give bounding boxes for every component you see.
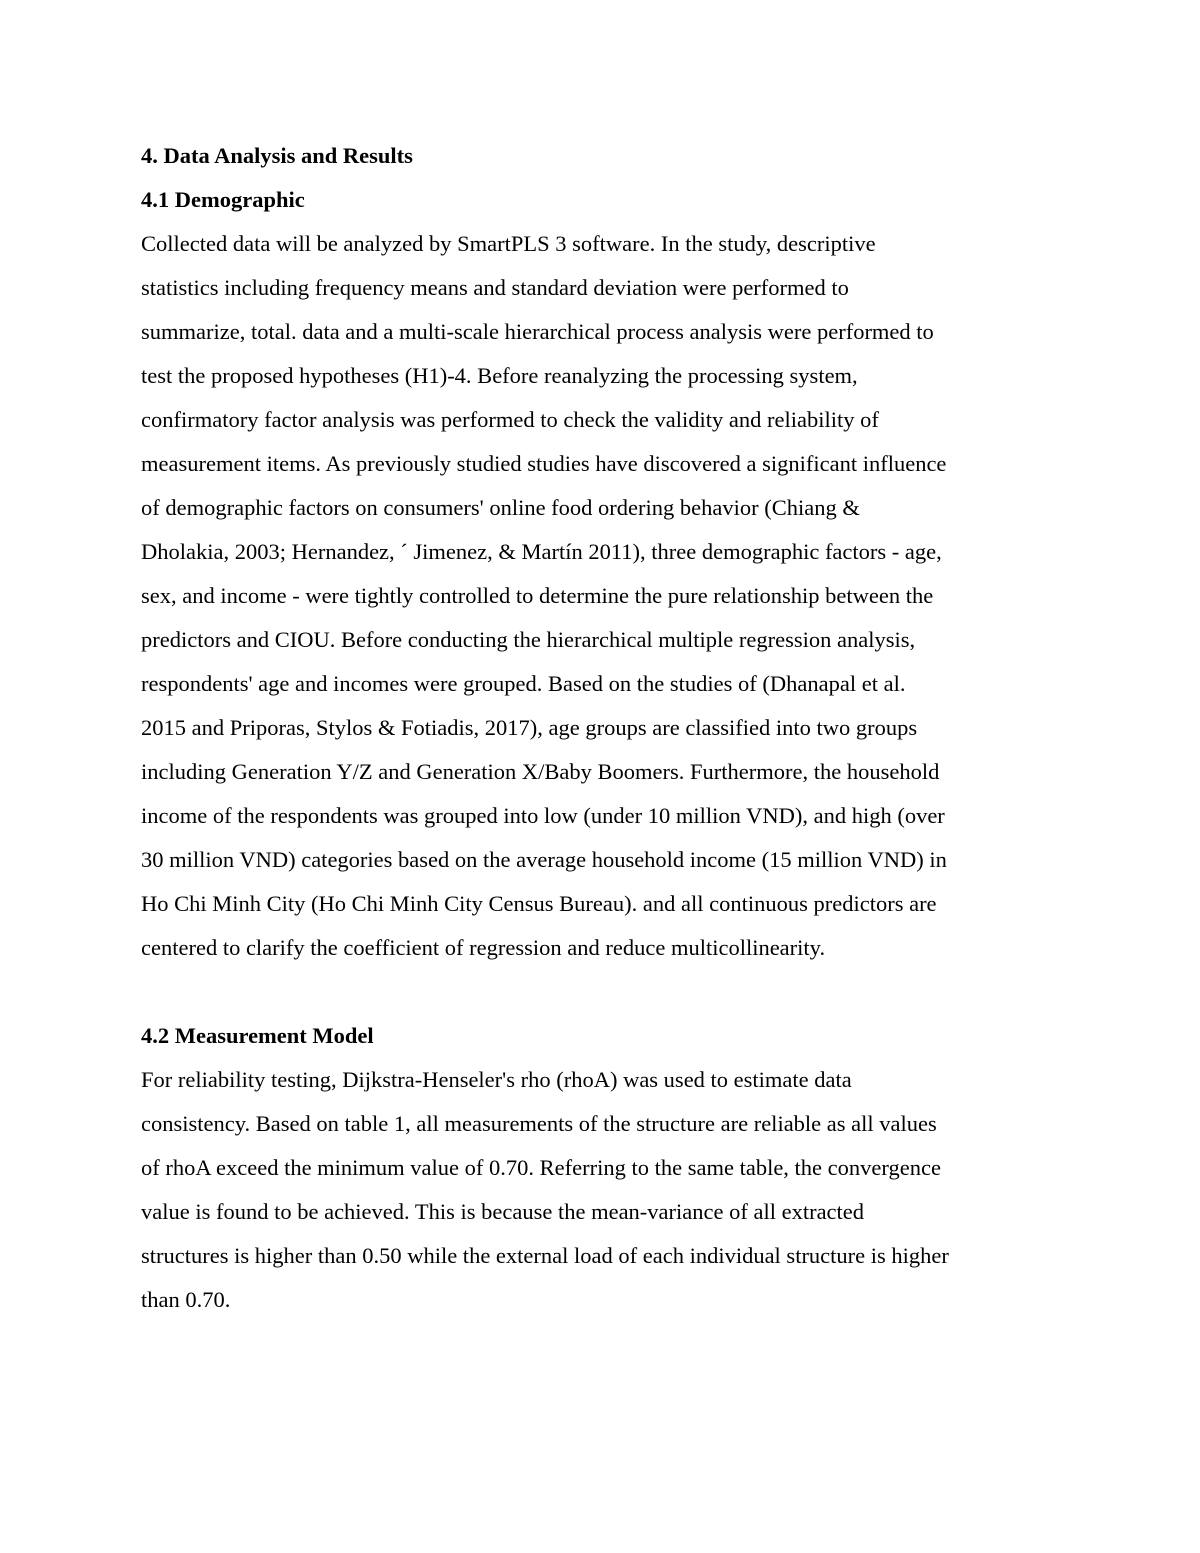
paragraph-line: than 0.70. (141, 1287, 231, 1312)
paragraph-line: sex, and income - were tightly controlled to determine the pure relationship between the (141, 583, 934, 608)
paragraph-line: consistency. Based on table 1, all measurements of the structure are reliable as all values (141, 1111, 937, 1136)
paragraph-line: respondents' age and incomes were grouped. Based on the studies of (Dhanapal et al. (141, 671, 906, 696)
paragraph-line: income of the respondents was grouped into low (under 10 million VND), and high (over (141, 803, 945, 828)
subsection-2-paragraph (141, 1058, 1071, 1322)
subsection-1-paragraph (141, 222, 1071, 970)
paragraph-line: measurement items. As previously studied studies have discovered a significant influence (141, 451, 947, 476)
subsection-1-title: 4.1 Demographic (141, 187, 305, 212)
paragraph-line: value is found to be achieved. This is because the mean-variance of all extracted (141, 1199, 865, 1224)
paragraph-line: confirmatory factor analysis was performed to check the validity and reliability of (141, 407, 879, 432)
paragraph-line: 30 million VND) categories based on the average household income (15 million VND) in (141, 847, 947, 872)
paragraph-line: 2015 and Priporas, Stylos & Fotiadis, 2017), age groups are classified into two groups (141, 715, 918, 740)
paragraph-line: Dholakia, 2003; Hernandez, ´ Jimenez, & Martín 2011), three demographic factors - age, (141, 539, 942, 564)
paragraph-line: Ho Chi Minh City (Ho Chi Minh City Census Bureau). and all continuous predictors are (141, 891, 937, 916)
subsection-2-title: 4.2 Measurement Model (141, 1023, 374, 1048)
paragraph-line: For reliability testing, Dijkstra-Henseler's rho (rhoA) was used to estimate data (141, 1067, 852, 1092)
paragraph-line: statistics including frequency means and standard deviation were performed to (141, 275, 849, 300)
paragraph-line: including Generation Y/Z and Generation X/Baby Boomers. Furthermore, the household (141, 759, 940, 784)
paragraph-line: of demographic factors on consumers' online food ordering behavior (Chiang & (141, 495, 860, 520)
paragraph-line: centered to clarify the coefficient of regression and reduce multicollinearity. (141, 935, 826, 960)
paragraph-spacer (141, 970, 1071, 1014)
paragraph-line: summarize, total. data and a multi-scale hierarchical process analysis were performed to (141, 319, 934, 344)
paragraph-line: predictors and CIOU. Before conducting the hierarchical multiple regression analysis, (141, 627, 916, 652)
paragraph-line: test the proposed hypotheses (H1)-4. Before reanalyzing the processing system, (141, 363, 858, 388)
section-title: 4. Data Analysis and Results (141, 143, 413, 168)
paragraph-line: Collected data will be analyzed by SmartPLS 3 software. In the study, descriptive (141, 231, 876, 256)
document-page (141, 134, 1071, 1322)
paragraph-line: structures is higher than 0.50 while the external load of each individual structure is higher (141, 1243, 949, 1268)
paragraph-line: of rhoA exceed the minimum value of 0.70. Referring to the same table, the convergence (141, 1155, 941, 1180)
